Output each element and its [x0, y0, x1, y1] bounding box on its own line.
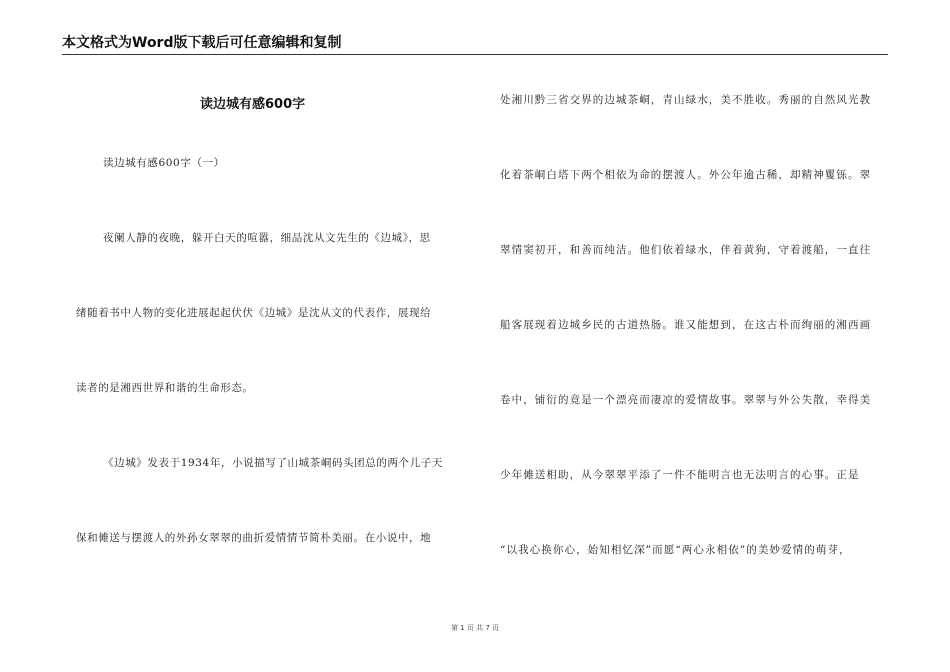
right-line-2: 化着茶峒白塔下两个相依为命的摆渡人。外公年逾古稀，却精神矍铄。翠: [500, 169, 872, 181]
left-line-6: 保和傩送与摆渡人的外孙女翠翠的曲折爱情情节简朴美丽。在小说中，地: [76, 532, 432, 544]
left-line-3: 绪随着书中人物的变化进展起起伏伏《边城》是沈从文的代表作，展现给: [76, 307, 432, 319]
left-line-4: 读者的是湘西世界和谐的生命形态。: [76, 382, 254, 394]
left-line-5: 《边城》发表于1934年，小说描写了山城茶峒码头团总的两个儿子天: [103, 457, 443, 469]
left-line-2: 夜阑人静的夜晚，躲开白天的喧嚣，细品沈从文先生的《边城》，思: [103, 232, 431, 244]
document-title: 读边城有感600字: [200, 97, 306, 112]
right-line-7: “以我心换你心，始知相忆深”而愿“两心永相依”的美妙爱情的萌芽，: [500, 544, 851, 556]
right-line-6: 少年傩送相助，从今翠翠平添了一件不能明言也无法明言的心事。正是: [500, 469, 860, 481]
right-line-1: 处湘川黔三省交界的边城茶峒，青山绿水，美不胜收。秀丽的自然风光教: [500, 94, 872, 106]
right-line-5: 卷中，铺衍的竟是一个漂亮而凄凉的爱情故事。翠翠与外公失散，幸得美: [500, 394, 872, 406]
right-line-3: 翠情窦初开，和善而纯洁。他们依着绿水，伴着黄狗，守着渡船，一直往: [500, 244, 872, 256]
left-line-1: 读边城有感600字（一）: [103, 157, 225, 169]
page-footer: 第 1 页 共 7 页: [450, 624, 500, 632]
page-header: 本文格式为Word版下载后可任意编辑和复制: [62, 34, 888, 55]
right-line-4: 船客展现着边城乡民的古道热肠。谁又能想到，在这古朴而绚丽的湘西画: [500, 319, 872, 331]
